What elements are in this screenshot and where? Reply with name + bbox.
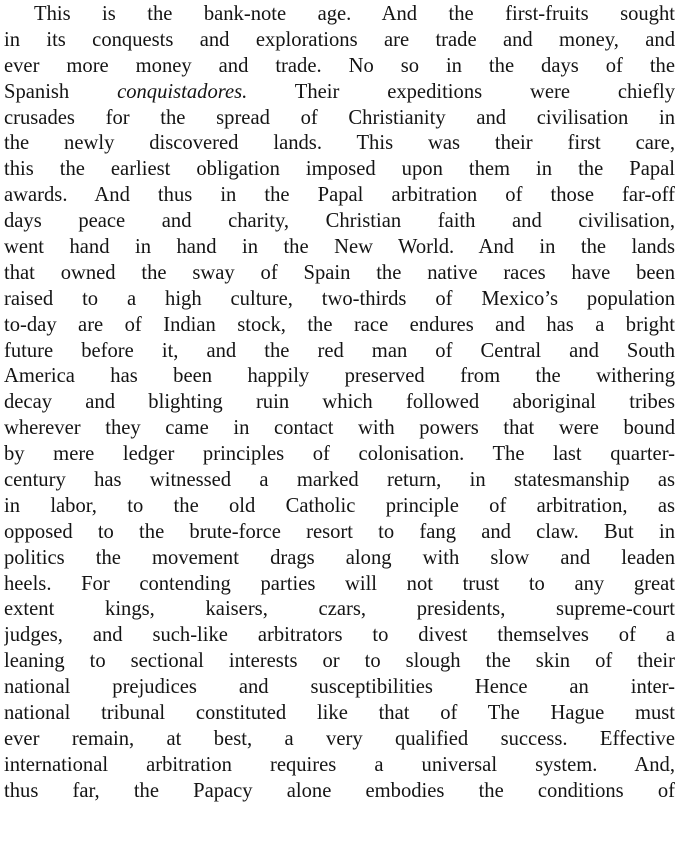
text-line: to-day are of Indian stock, the race endures and has a bright: [4, 313, 675, 336]
text-line: awards. And thus in the Papal arbitration of those far-off: [4, 184, 675, 207]
text-line: in its conquests and explorations are trade and money, and: [4, 28, 675, 51]
text-line: crusades for the spread of Christianity and civilisation in: [4, 106, 675, 129]
text-line: national prejudices and susceptibilities Hence an inter-: [4, 676, 675, 699]
text-line: that owned the sway of Spain the native races have been: [4, 261, 675, 284]
text-line: This is the bank-note age. And the first-fruits sought: [34, 3, 675, 25]
text-line: wherever they came in contact with powers that were bound: [4, 417, 675, 440]
text-line: decay and blighting ruin which followed aboriginal tribes: [4, 391, 675, 414]
text-line: future before it, and the red man of Central and South: [4, 339, 675, 362]
text-line: raised to a high culture, two-thirds of Mexico’s population: [4, 287, 675, 310]
text-line: judges, and such-like arbitrators to divest themselves of a: [4, 624, 675, 647]
text-line: century has witnessed a marked return, in statesmanship as: [4, 469, 675, 492]
text-line: thus far, the Papacy alone embodies the conditions of: [4, 779, 675, 802]
text-line: politics the movement drags along with slow and leaden: [4, 546, 675, 569]
text-line: national tribunal constituted like that of The Hague must: [4, 702, 675, 725]
text-line: this the earliest obligation imposed upon them in the Papal: [4, 158, 675, 181]
text-line: in labor, to the old Catholic principle of arbitration, as: [4, 494, 675, 517]
text-line: leaning to sectional interests or to slough the skin of their: [4, 650, 675, 673]
text-line: America has been happily preserved from the withering: [4, 365, 675, 388]
text-line: heels. For contending parties will not trust to any great: [4, 572, 675, 595]
text-line: extent kings, kaisers, czars, presidents, supreme-court: [4, 598, 675, 621]
text-line: went hand in hand in the New World. And in the lands: [4, 236, 675, 259]
text-line: by mere ledger principles of colonisation. The last quarter-: [4, 443, 675, 466]
text-line: the newly discovered lands. This was their first care,: [4, 132, 675, 155]
body-paragraph: [4, 2, 675, 805]
text-line: international arbitration requires a universal system. And,: [4, 753, 675, 776]
text-line: ever more money and trade. No so in the days of the: [4, 54, 675, 77]
text-line: days peace and charity, Christian faith and civilisation,: [4, 210, 675, 233]
text-line: opposed to the brute-force resort to fang and claw. But in: [4, 520, 675, 543]
text-line: Spanish conquistadores. Their expeditions were chiefly: [4, 80, 675, 103]
text-line: ever remain, at best, a very qualified success. Effective: [4, 727, 675, 750]
